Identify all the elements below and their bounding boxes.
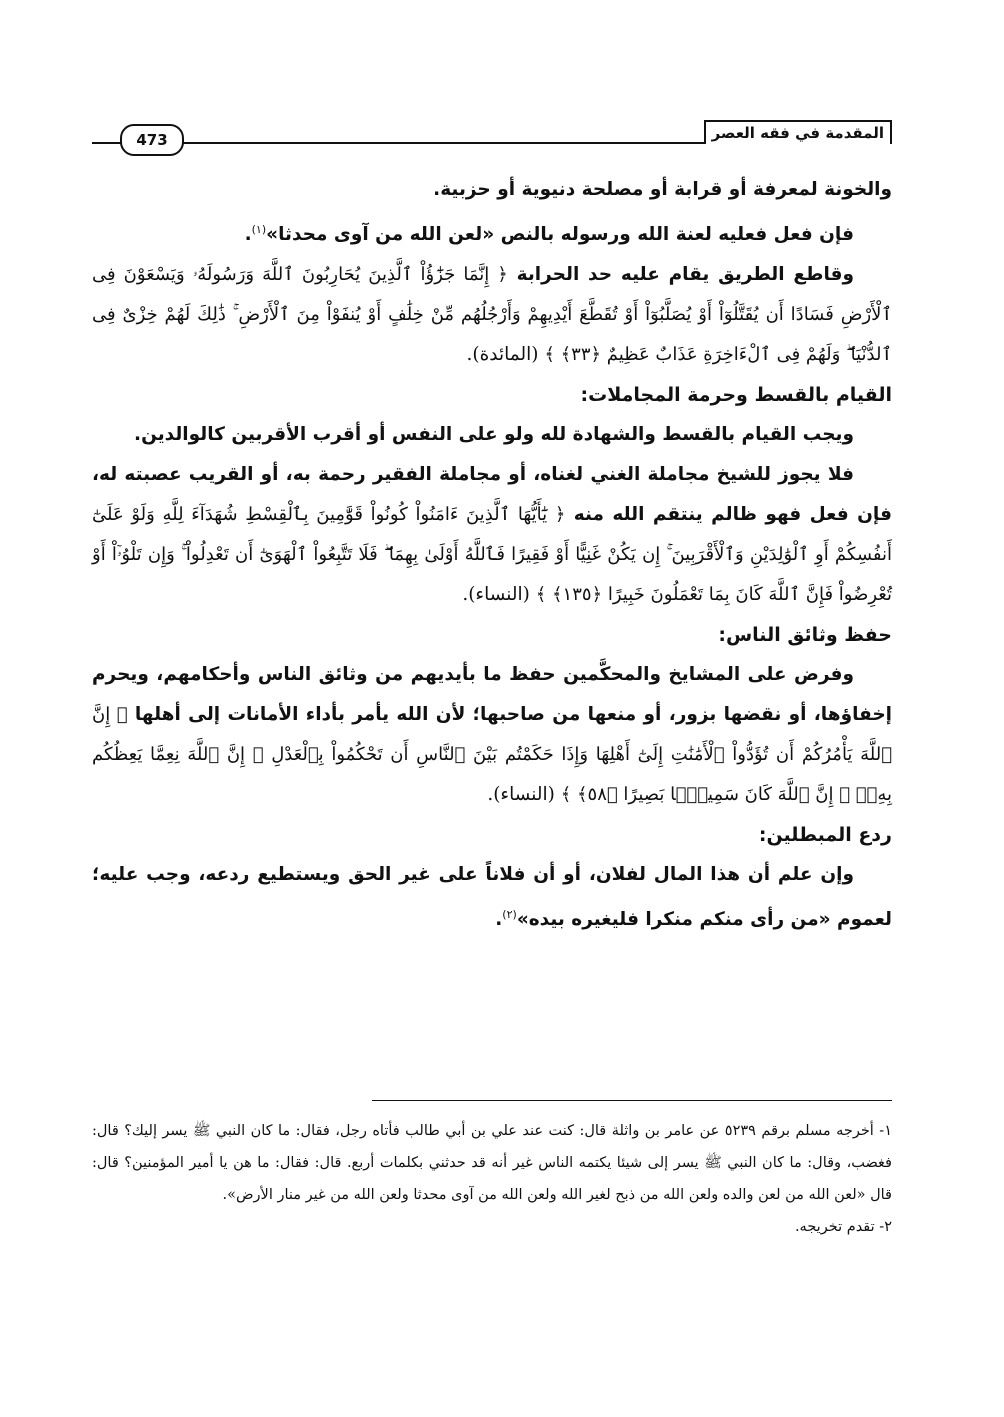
paragraph-text: فلا يجوز للشيخ مجاملة الغني لغناه، أو مجاملة الفقير رحمة به، أو القريب عصبته له، فإن فعل فهو ظالم ينتقم الله منه bbox=[92, 464, 892, 526]
footnotes bbox=[92, 1115, 892, 1243]
footnote-ref-2[interactable]: (٢) bbox=[502, 908, 517, 922]
paragraph bbox=[92, 655, 892, 815]
footnote-separator bbox=[372, 1100, 892, 1101]
section-heading: حفظ وثائق الناس: bbox=[718, 624, 892, 647]
main-text bbox=[92, 170, 892, 940]
page-header bbox=[92, 120, 892, 150]
paragraph-end: . bbox=[495, 909, 503, 931]
running-title: المقدمة في فقه العصر bbox=[704, 120, 892, 144]
section-heading: القيام بالقسط وحرمة المجاملات: bbox=[580, 384, 892, 407]
paragraph bbox=[92, 210, 892, 255]
quran-verse: ﴿ يَٰٓأَيُّهَا ٱلَّذِينَ ءَامَنُواْ كُونُواْ قَوَّٰمِينَ بِٱلْقِسْطِ شُهَدَآءَ لِلَّهِ وَلَوْ عَلَىٰٓ أَنفُسِكُمْ أَوِ ٱلْوَٰلِدَيْنِ وَٱلْأَقْرَبِينَ ۚ إِن يَكُنْ غَنِيًّا أَوْ فَقِيرًا فَٱللَّهُ أَوْلَىٰ بِهِمَا ۖ فَلَا تَتَّبِعُواْ ٱلْهَوَىٰٓ أَن تَعْدِلُواْ ۚ وَإِن تَلْوُۥٓاْ أَوْ تُعْرِضُواْ فَإِنَّ ٱللَّهَ كَانَ بِمَا تَعْمَلُونَ خَبِيرًا ﴿١٣٥﴾ ﴾ bbox=[92, 504, 892, 606]
paragraph-text: فإن فعل فعليه لعنة الله ورسوله بالنص «لعن الله من آوى محدثا» bbox=[266, 224, 854, 246]
quran-verse: ﴿ إِنَّ ٱللَّهَ يَأْمُرُكُمْ أَن تُؤَدُّواْ ٱلْأَمَٰنَٰتِ إِلَىٰٓ أَهْلِهَا وَإِذَا حَكَمْتُم بَيْنَ ٱلنَّاسِ أَن تَحْكُمُواْ بِٱلْعَدْلِ ۚ إِنَّ ٱللَّهَ نِعِمَّا يَعِظُكُم بِهِۦٓ ۗ إِنَّ ٱللَّهَ كَانَ سَمِيعًۢا بَصِيرًا ﴿٥٨﴾ ﴾ bbox=[92, 704, 892, 806]
paragraph-text: وإن علم أن هذا المال لفلان، أو أن فلاناً على غير الحق ويستطيع ردعه، وجب عليه؛ لعموم «من رأى منكم منكرا فليغيره بيده» bbox=[92, 864, 892, 931]
surah-reference: (النساء). bbox=[487, 784, 561, 806]
paragraph-end: . bbox=[244, 224, 252, 246]
paragraph bbox=[92, 255, 892, 375]
page-number: 473 bbox=[120, 124, 184, 156]
section-heading: ردع المبطلين: bbox=[758, 824, 892, 847]
surah-reference: (المائدة). bbox=[466, 344, 545, 366]
footnote-ref-1[interactable]: (١) bbox=[251, 223, 267, 236]
paragraph-text: وفرض على المشايخ والمحكَّمين حفظ ما بأيديهم من وثائق الناس وأحكامهم، ويحرم إخفاؤها، أو نقضها بزور، أو منعها من صاحبها؛ لأن الله يأمر بأداء الأمانات إلى أهلها bbox=[92, 664, 892, 726]
paragraph bbox=[92, 855, 892, 940]
quran-verse: ﴿ إِنَّمَا جَزَٰٓؤُاْ ٱلَّذِينَ يُحَارِبُونَ ٱللَّهَ وَرَسُولَهُۥ وَيَسْعَوْنَ فِى ٱلْأَرْضِ فَسَادًا أَن يُقَتَّلُوٓاْ أَوْ يُصَلَّبُوٓاْ أَوْ تُقَطَّعَ أَيْدِيهِمْ وَأَرْجُلُهُم مِّنْ خِلَٰفٍ أَوْ يُنفَوْاْ مِنَ ٱلْأَرْضِ ۚ ذَٰلِكَ لَهُمْ خِزْىٌ فِى ٱلدُّنْيَا ۖ وَلَهُمْ فِى ٱلْءَاخِرَةِ عَذَابٌ عَظِيمٌ ﴿٣٣﴾ ﴾ bbox=[92, 264, 892, 366]
surah-reference: (النساء). bbox=[462, 584, 536, 606]
paragraph bbox=[92, 455, 892, 615]
footnote-2: ٢- تقدم تخريجه. bbox=[794, 1219, 892, 1235]
paragraph: ويجب القيام بالقسط والشهادة لله ولو على النفس أو أقرب الأقربين كالوالدين. bbox=[134, 424, 854, 446]
paragraph: والخونة لمعرفة أو قرابة أو مصلحة دنيوية أو حزبية. bbox=[433, 179, 892, 200]
footnote-1: ١- أخرجه مسلم برقم ٥٢٣٩ عن عامر بن واثلة قال: كنت عند علي بن أبي طالب فأتاه رجل، فقال: ما كان النبي ﷺ يسر إليك؟ قال: فغضب، وقال: ما كان النبي ﷺ يسر إلى شيئا يكتمه الناس غير أنه قد حدثني بكلمات أربع. قال: فقال: ما هن يا أمير المؤمنين؟ قال: قال «لعن الله من لعن والده ولعن الله من ذبح لغير الله ولعن الله من آوى محدثا ولعن الله من غير منار الأرض». bbox=[92, 1123, 892, 1203]
paragraph-text: وقاطع الطريق يقام عليه حد الحرابة bbox=[507, 264, 855, 286]
